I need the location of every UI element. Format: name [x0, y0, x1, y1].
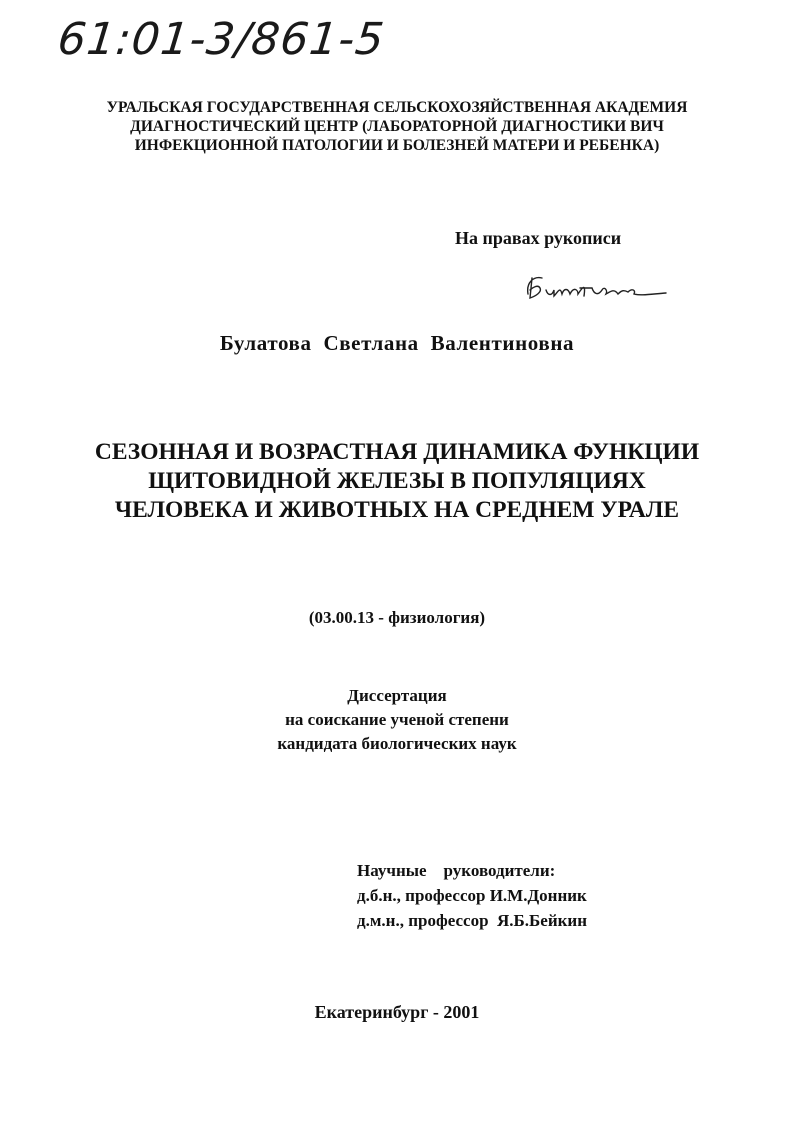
institution-header — [40, 98, 754, 155]
degree-line: кандидата биологических наук — [277, 734, 517, 753]
supervisor-entry: д.м.н., профессор Я.Б.Бейкин — [357, 911, 588, 930]
specialty-code: (03.00.13 - физиология) — [308, 608, 486, 627]
institution-line: УРАЛЬСКАЯ ГОСУДАРСТВЕННАЯ СЕЛЬСКОХОЗЯЙСТВЕННАЯ АКАДЕМИЯ — [106, 99, 688, 116]
supervisor-entry: д.б.н., профессор И.М.Донник — [357, 886, 587, 905]
city-year: Екатеринбург - 2001 — [314, 1002, 480, 1022]
author-name: Булатова Светлана Валентиновна — [219, 331, 575, 355]
title-line: ЩИТОВИДНОЙ ЖЕЛЕЗЫ В ПОПУЛЯЦИЯХ — [148, 468, 646, 494]
supervisors-block — [357, 858, 587, 933]
institution-line: ИНФЕКЦИОННОЙ ПАТОЛОГИИ И БОЛЕЗНЕЙ МАТЕРИ И РЕБЕНКА) — [134, 137, 660, 154]
degree-statement — [0, 684, 794, 756]
title-line: ЧЕЛОВЕКА И ЖИВОТНЫХ НА СРЕДНЕМ УРАЛЕ — [114, 497, 680, 523]
degree-line: Диссертация — [347, 686, 447, 705]
supervisors-heading: Научные руководители: — [357, 861, 556, 880]
archive-code: 61:01-3/861-5 — [55, 14, 388, 65]
degree-line: на соискание ученой степени — [285, 710, 509, 729]
handwritten-signature — [520, 268, 670, 308]
manuscript-rights-note: На правах рукописи — [455, 228, 622, 248]
dissertation-title — [30, 438, 764, 525]
title-line: СЕЗОННАЯ И ВОЗРАСТНАЯ ДИНАМИКА ФУНКЦИИ — [94, 439, 700, 465]
institution-line: ДИАГНОСТИЧЕСКИЙ ЦЕНТР (ЛАБОРАТОРНОЙ ДИАГНОСТИКИ ВИЧ — [130, 118, 664, 135]
